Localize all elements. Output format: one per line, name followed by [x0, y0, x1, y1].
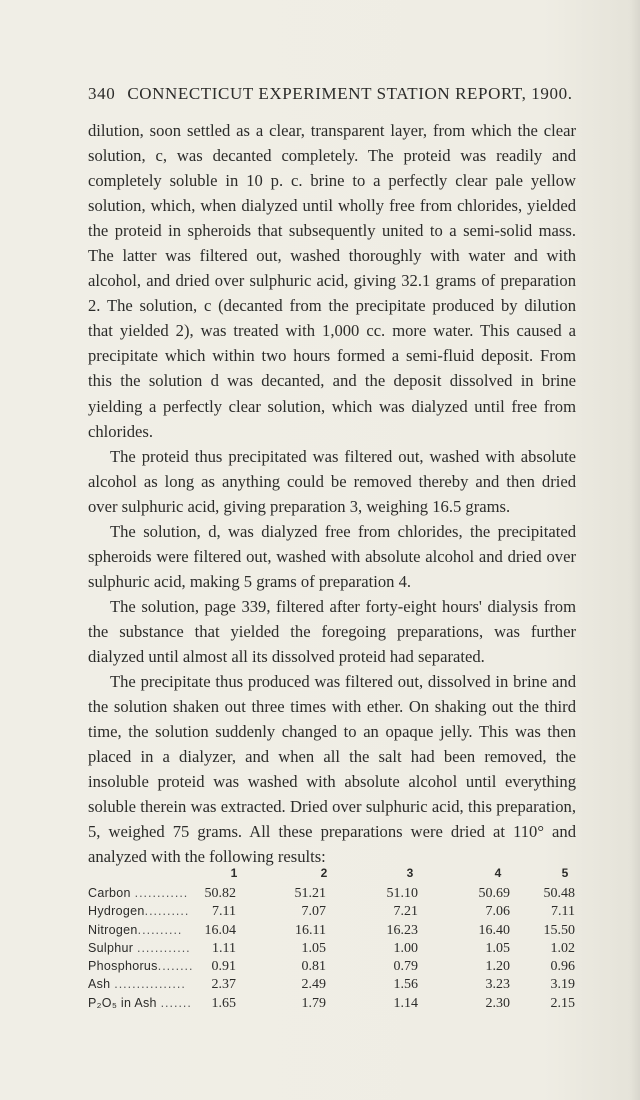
paragraph: The solution, page 339, filtered after forty-eight hours' dialysis from the substance that yielded the foregoing preparations, was further dialyzed until almost all its dissolved proteid had separated.: [88, 596, 576, 666]
table-cell: 1.05: [485, 940, 510, 956]
table-cell: 7.11: [551, 904, 575, 920]
row-label: Nitrogen..........: [88, 922, 183, 937]
table-row: [88, 996, 576, 1014]
table-cell: 0.91: [211, 959, 236, 975]
table-cell: 1.05: [301, 940, 326, 956]
table-cell: 16.23: [386, 922, 418, 938]
table-cell: 2.30: [485, 995, 510, 1011]
paragraph: The precipitate thus produced was filtered out, dissolved in brine and the solution shaken out three times with ether. On shaking out the third time, the solution suddenly changed to an opaque jelly. This was then placed in a dialyzer, and when all the salt had been removed, the insoluble proteid was washed with absolute alcohol until everything soluble therein was extracted. Dried over sulphuric acid, this preparation, 5, weighed 75 grams. All these preparations were dried at 110° and analyzed with the following results:: [88, 672, 576, 867]
table-cell: 0.96: [550, 959, 575, 975]
table-row: [88, 923, 576, 941]
table-cell: 1.11: [212, 940, 236, 956]
table-cell: 2.15: [550, 995, 575, 1011]
row-label: Ash ................: [88, 977, 186, 992]
table-cell: 1.65: [211, 995, 236, 1011]
row-label: Phosphorus........: [88, 959, 194, 974]
page-number: 340: [88, 84, 116, 103]
paragraph: The proteid thus precipitated was filtered out, washed with absolute alcohol as long as anything could be removed thereby and then dried over sulphuric acid, giving preparation 3, weighing 16.5 grams.: [88, 446, 576, 516]
column-header: 5: [561, 866, 569, 880]
table-cell: 3.19: [550, 977, 575, 993]
paragraph: dilution, soon settled as a clear, transparent layer, from which the clear solution, c, was decanted completely. The proteid was readily and completely soluble in 10 p. c. brine to a perfectly clear pale yellow solution, which, when dialyzed until wholly free from chlorides, yielded the proteid in spheroids that subsequently united to a semi-solid mass. The latter was filtered out, washed thoroughly with water and with alcohol, and dried over sulphuric acid, giving 32.1 grams of preparation 2. The solution, c (decanted from the precipitate produced by dilution that yielded 2), was treated with 1,000 cc. more water. This caused a precipitate which within two hours formed a semi-fluid deposit. From this the solution d was decanted, and the deposit dissolved in brine yielding a perfectly clear solution, which was dialyzed until free from chlorides.: [88, 121, 576, 441]
table-cell: 16.04: [204, 922, 236, 938]
table-cell: 1.00: [393, 940, 418, 956]
row-label: P₂O₅ in Ash .......: [88, 995, 192, 1010]
table-cell: 2.49: [301, 977, 326, 993]
column-header: 3: [406, 866, 414, 880]
table-cell: 51.21: [294, 886, 326, 901]
analysis-table: [88, 866, 576, 1014]
table-row: [88, 886, 576, 904]
column-header: 2: [320, 866, 328, 880]
table-row: [88, 959, 576, 977]
table-cell: 16.40: [478, 922, 510, 938]
table-cell: 16.11: [295, 922, 326, 938]
column-header: 4: [494, 866, 502, 880]
table-cell: 50.82: [204, 886, 236, 901]
table-cell: 51.10: [386, 886, 418, 901]
table-cell: 2.37: [211, 977, 236, 993]
running-title: CONNECTICUT EXPERIMENT STATION REPORT, 1900.: [127, 84, 573, 103]
row-label: Carbon ............: [88, 886, 189, 900]
table-header-row: [88, 866, 576, 886]
paragraph: The solution, d, was dialyzed free from chlorides, the precipitated spheroids were filtered out, washed with absolute alcohol and dried over sulphuric acid, making 5 grams of preparation 4.: [88, 521, 576, 591]
table-cell: 1.79: [301, 995, 326, 1011]
table-cell: 1.14: [393, 995, 418, 1011]
page-edge-shadow: [630, 0, 640, 1100]
table-row: [88, 977, 576, 995]
table-cell: 50.48: [543, 886, 575, 901]
table-cell: 0.79: [393, 959, 418, 975]
table-cell: 7.11: [212, 904, 236, 920]
table-cell: 0.81: [301, 959, 326, 975]
running-header: [88, 84, 573, 104]
column-header: 1: [230, 866, 238, 880]
table-cell: 50.69: [478, 886, 510, 901]
body-text: [88, 118, 576, 869]
table-row: [88, 941, 576, 959]
table-cell: 7.07: [301, 904, 326, 920]
table-cell: 1.56: [393, 977, 418, 993]
table-row: [88, 904, 576, 922]
row-label: Hydrogen..........: [88, 904, 190, 919]
table-cell: 15.50: [543, 922, 575, 938]
table-cell: 3.23: [485, 977, 510, 993]
row-label: Sulphur ............: [88, 940, 191, 955]
table-cell: 7.21: [393, 904, 418, 920]
table-cell: 7.06: [485, 904, 510, 920]
table-cell: 1.02: [550, 940, 575, 956]
table-cell: 1.20: [485, 959, 510, 975]
